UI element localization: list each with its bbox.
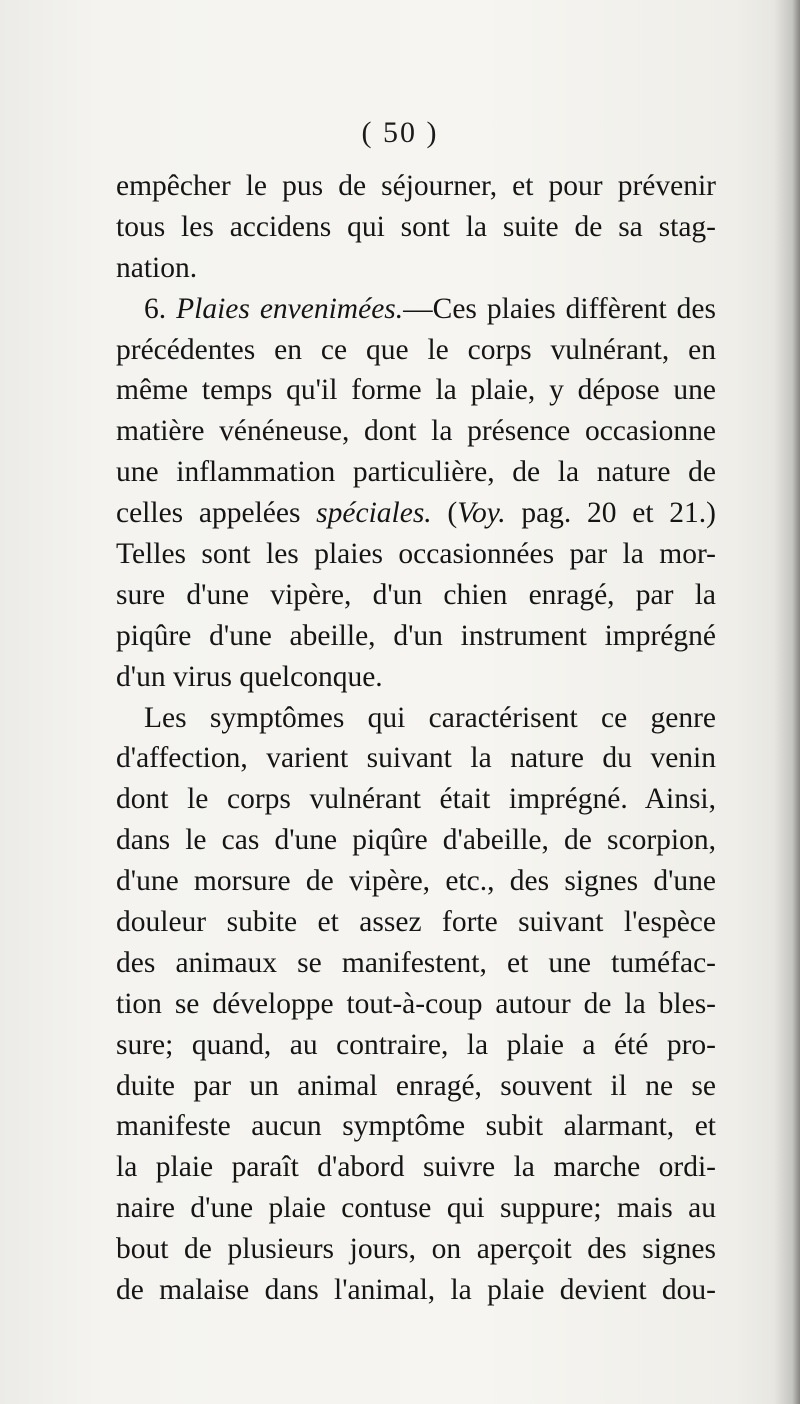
italic-term: spéciales. [316,497,432,530]
text-line: une inflammation particulière, de la nature de [116,456,716,489]
text-line: précédentes en ce que le corps vulnérant, en [116,333,716,366]
text-line: tous les accidens qui sont la suite de sa stag- [116,210,716,243]
text-segment: ( [431,497,458,530]
section-title: Plaies envenimées. [176,292,404,325]
text-line: manifeste aucun symptôme subit alarmant, et [116,1110,716,1143]
text-line: sure; quand, au contraire, la plaie a été pro- [116,1028,716,1061]
text-line: d'une morsure de vipère, etc., des signes d'une [116,865,716,898]
text-line: la plaie paraît d'abord suivre la marche ordi- [116,1151,716,1184]
text-line: d'un virus quelconque. [116,660,383,693]
page-number: ( 50 ) [361,116,439,149]
section-heading-line [116,289,716,330]
text-line: dont le corps vulnérant était imprégné. Ainsi, [116,783,716,816]
text-line: piqûre d'une abeille, d'un instrument imprégné [116,619,716,652]
text-line: empêcher le pus de séjourner, et pour prévenir [116,170,716,202]
section-text: —Ces plaies diffèrent des [403,292,717,325]
reference-line [116,493,716,534]
text-line: nation. [116,251,198,284]
text-line: tion se développe tout-à-coup autour de la bles- [116,987,716,1020]
text-line: duite par un animal enragé, souvent il ne se [116,1069,716,1102]
text-line: naire d'une plaie contuse qui suppure; mais au [116,1192,716,1225]
text-line: bout de plusieurs jours, on aperçoit des signes [116,1233,716,1266]
text-line: Telles sont les plaies occasionnées par la mor- [116,538,716,571]
text-line: matière vénéneuse, dont la présence occasionne [116,415,716,448]
text-line: sure d'une vipère, d'un chien enragé, par la [116,578,716,611]
text-line: de malaise dans l'animal, la plaie devient dou- [116,1274,716,1307]
text-line: même temps qu'il forme la plaie, y dépose une [116,374,716,407]
page-edge-shadow [774,0,800,1404]
section-number: 6. [144,292,177,325]
text-line: dans le cas d'une piqûre d'abeille, de scorpion, [116,824,716,857]
text-line: des animaux se manifestent, et une tuméfac- [116,946,716,979]
text-line: Les symptômes qui caractérisent ce genre [144,701,716,734]
italic-abbreviation: Voy. [457,497,506,530]
page-reference: pag. 20 et 21.) [505,497,716,530]
text-segment: celles appelées [116,497,317,530]
body-text [116,166,716,1311]
text-line: d'affection, varient suivant la nature du venin [116,742,716,775]
text-line: douleur subite et assez forte suivant l'espèce [116,906,716,939]
